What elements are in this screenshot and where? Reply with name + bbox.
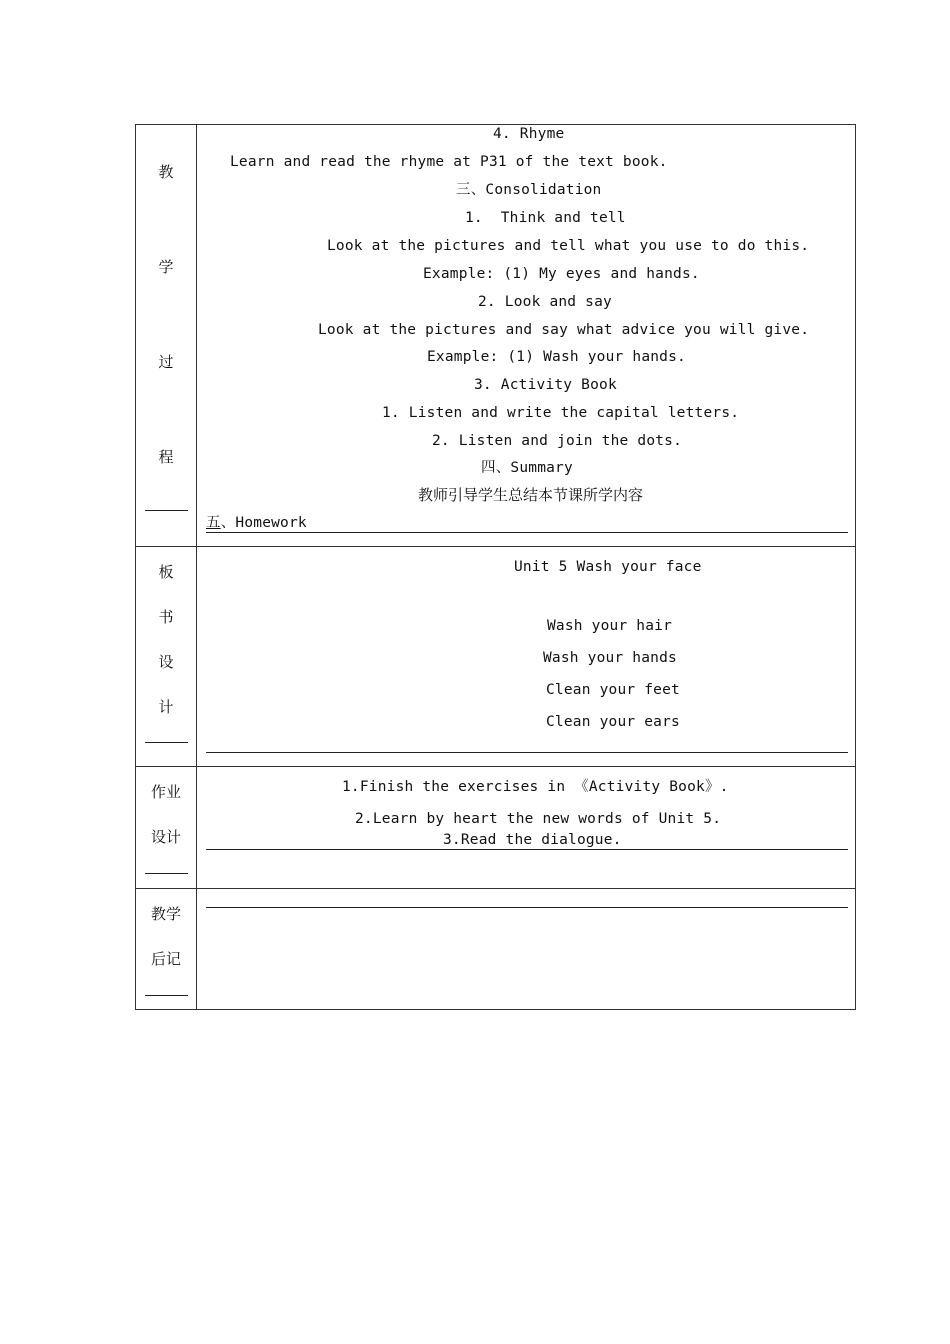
board-label-char: 板 (158, 563, 174, 581)
process-label-char: 教 (158, 163, 174, 181)
lesson-plan-table (135, 124, 856, 1010)
board-label-char: 设 (158, 653, 174, 671)
reflection-rule (206, 907, 848, 908)
label-underline (145, 742, 188, 743)
process-line: 四、Summary (481, 460, 573, 476)
process-line: 1. Think and tell (465, 210, 626, 226)
reflection-label: 后记 (150, 950, 181, 968)
assignment-label: 设计 (150, 828, 181, 846)
process-line: Look at the pictures and say what advice you will give. (318, 322, 810, 338)
label-underline (145, 873, 188, 874)
column-divider (196, 125, 197, 1009)
process-line: 4. Rhyme (493, 126, 565, 142)
process-line: 1. Listen and write the capital letters. (382, 405, 740, 421)
process-line: 3. Activity Book (474, 377, 617, 393)
process-label-char: 学 (158, 258, 174, 276)
row-divider-3 (136, 888, 855, 889)
assignment-item: 2.Learn by heart the new words of Unit 5. (355, 811, 722, 827)
row-divider-2 (136, 766, 855, 767)
process-line: Example: (1) Wash your hands. (427, 349, 686, 365)
board-item: Clean your ears (546, 714, 680, 730)
homework-rule (206, 532, 848, 533)
board-title: Unit 5 Wash your face (514, 559, 702, 575)
process-line: Example: (1) My eyes and hands. (423, 266, 700, 282)
process-line: 三、Consolidation (456, 182, 602, 198)
assignment-rule (206, 849, 848, 850)
row-divider-1 (136, 546, 855, 547)
label-underline (145, 510, 188, 511)
process-line: 2. Look and say (478, 294, 612, 310)
board-item: Wash your hair (547, 618, 673, 634)
reflection-label: 教学 (150, 905, 181, 923)
assignment-label: 作业 (150, 783, 181, 801)
process-label-char: 程 (158, 448, 174, 466)
homework-heading: 五、Homework (206, 515, 307, 531)
assignment-item: 3.Read the dialogue. (443, 832, 622, 848)
assignment-item: 1.Finish the exercises in 《Activity Book》. (342, 779, 729, 795)
process-line: Learn and read the rhyme at P31 of the text book. (230, 154, 668, 170)
board-item: Clean your feet (546, 682, 680, 698)
process-label-char: 过 (158, 353, 174, 371)
board-label-char: 书 (158, 608, 174, 626)
board-label-char: 计 (158, 698, 174, 716)
summary-text: 教师引导学生总结本节课所学内容 (418, 486, 644, 504)
process-line: Look at the pictures and tell what you use to do this. (327, 238, 810, 254)
board-item: Wash your hands (543, 650, 677, 666)
process-line: 2. Listen and join the dots. (432, 433, 683, 449)
label-underline (145, 995, 188, 996)
board-rule (206, 752, 848, 753)
